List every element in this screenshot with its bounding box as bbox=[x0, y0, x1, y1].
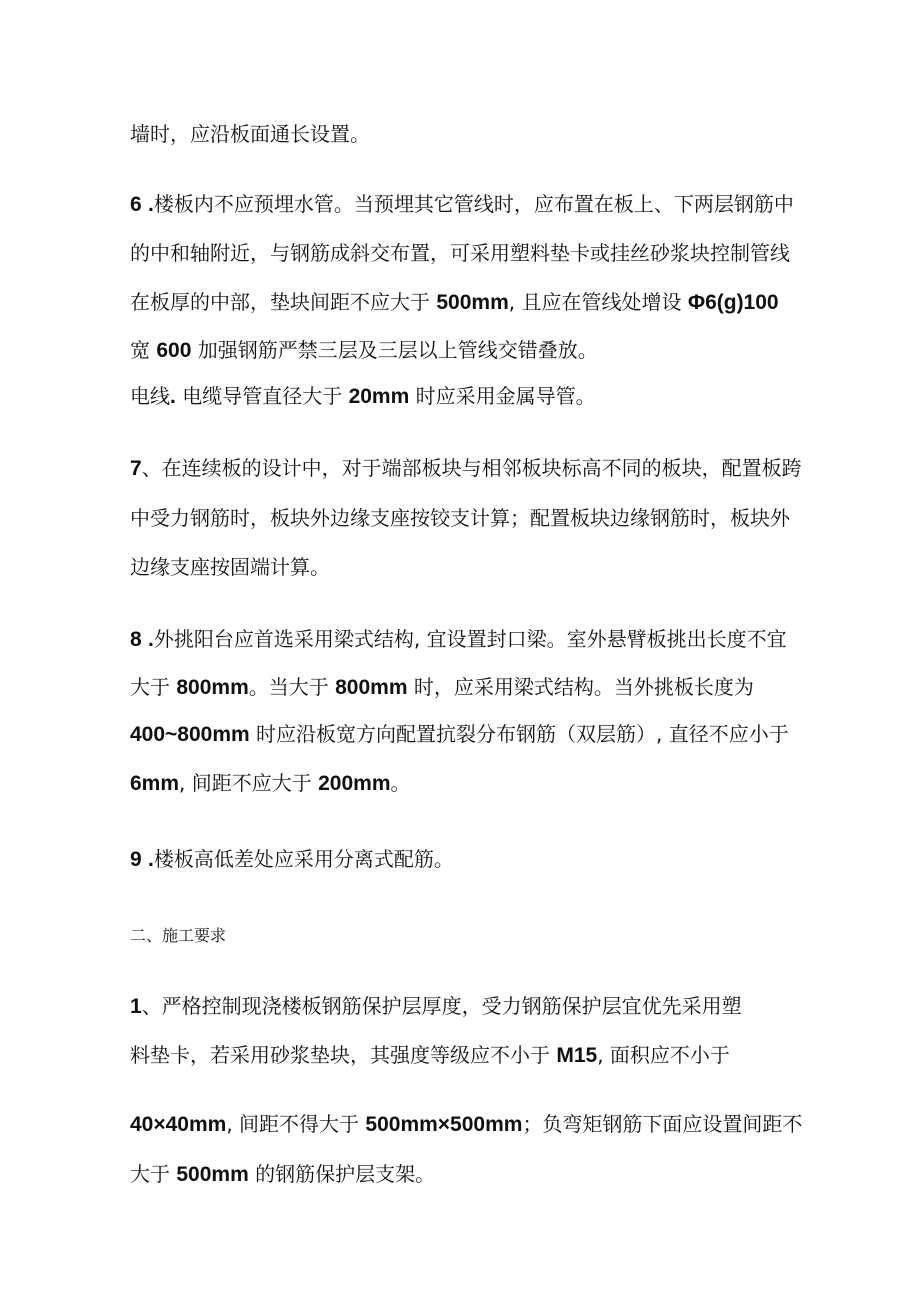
text-line: 8 .外挑阳台应首选采用梁式结构, 宜设置封口梁。室外悬臂板挑出长度不宜 bbox=[130, 627, 787, 651]
text-line: 中受力钢筋时，板块外边缘支座按铰支计算；配置板块边缘钢筋时，板块外 bbox=[130, 506, 790, 530]
text-line: 6 .楼板内不应预埋水管。当预埋其它管线时，应布置在板上、下两层钢筋中 bbox=[130, 192, 794, 216]
text-line: 400~800mm 时应沿板宽方向配置抗裂分布钢筋（双层筋）, 直径不应小于 bbox=[130, 722, 789, 746]
section-heading: 二、施工要求 bbox=[130, 926, 227, 945]
text-line: 1、严格控制现浇楼板钢筋保护层厚度，受力钢筋保护层宜优先采用塑 bbox=[130, 994, 742, 1018]
text-line: 墙时，应沿板面通长设置。 bbox=[130, 122, 370, 146]
text-line: 40×40mm, 间距不得大于 500mm×500mm；负弯矩钢筋下面应设置间距不 bbox=[130, 1112, 803, 1136]
text-line: 的中和轴附近，与钢筋成斜交布置，可采用塑料垫卡或挂丝砂浆块控制管线 bbox=[130, 241, 790, 265]
text-line: 7、在连续板的设计中，对于端部板块与相邻板块标高不同的板块，配置板跨 bbox=[130, 456, 802, 480]
text-line: 大于 500mm 的钢筋保护层支架。 bbox=[130, 1162, 436, 1186]
text-line: 在板厚的中部，垫块间距不应大于 500mm, 且应在管线处增设 Φ6(g)100 bbox=[130, 290, 779, 314]
text-line: 料垫卡，若采用砂浆垫块，其强度等级应不小于 M15, 面积应不小于 bbox=[130, 1043, 730, 1067]
text-line: 9 .楼板高低差处应采用分离式配筋。 bbox=[130, 847, 454, 871]
text-line: 6mm, 间距不应大于 200mm。 bbox=[130, 771, 411, 795]
text-line: 宽 600 加强钢筋严禁三层及三层以上管线交错叠放。 bbox=[130, 338, 598, 362]
text-line: 边缘支座按固端计算。 bbox=[130, 555, 330, 579]
text-line: 大于 800mm。当大于 800mm 时，应采用梁式结构。当外挑板长度为 bbox=[130, 675, 754, 699]
text-line: 电线. 电缆导管直径大于 20mm 时应采用金属导管。 bbox=[130, 384, 596, 408]
